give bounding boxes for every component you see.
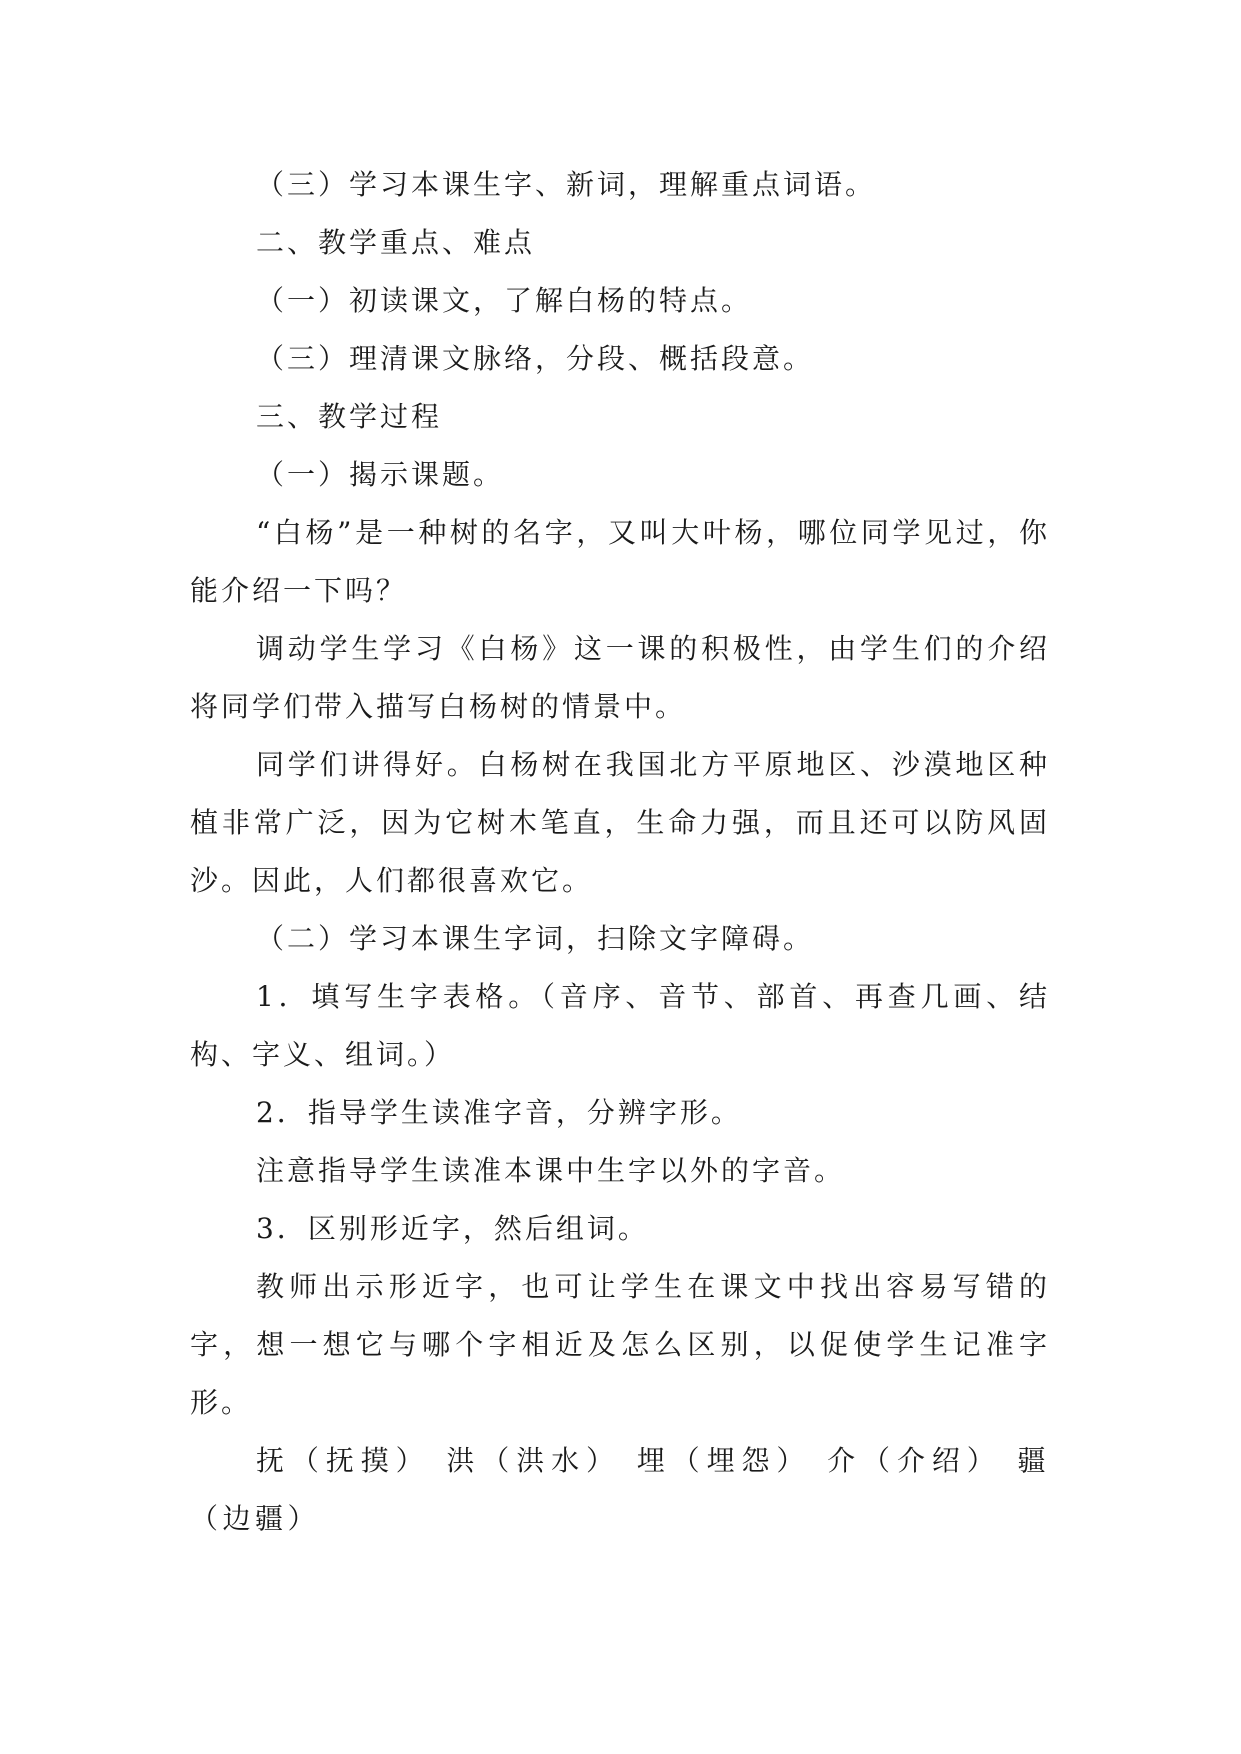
heading-key-points: 二、教学重点、难点: [256, 226, 536, 259]
paragraph-similar-characters: 教师出示形近字，也可让学生在课文中找出容易写错的字，想一想它与哪个字相近及怎么区别，以促使学生记准字形。: [190, 1270, 1050, 1419]
paragraph-key-point-3: （三）理清课文脉络，分段、概括段意。: [256, 342, 815, 375]
paragraph-pronunciation-note: 注意指导学生读准本课中生字以外的字音。: [256, 1154, 846, 1187]
paragraph-step-3: 3．区别形近字，然后组词。: [256, 1212, 649, 1245]
paragraph-step-1: 1．填写生字表格。（音序、音节、部首、再查几画、结构、字义、组词。）: [190, 980, 1050, 1071]
heading-teaching-process: 三、教学过程: [256, 400, 443, 433]
paragraph-word-examples: 抚（抚摸） 洪（洪水） 埋（埋怨） 介（介绍） 疆（边疆）: [190, 1444, 1050, 1535]
paragraph-learn-words: （二）学习本课生字词，扫除文字障碍。: [256, 922, 815, 955]
paragraph-motivation: 调动学生学习《白杨》这一课的积极性，由学生们的介绍将同学们带入描写白杨树的情景中。: [190, 632, 1050, 723]
paragraph-poplar-description: 同学们讲得好。白杨树在我国北方平原地区、沙漠地区种植非常广泛，因为它树木笔直，生命力强，而且还可以防风固沙。因此，人们都很喜欢它。: [190, 748, 1050, 897]
paragraph-step-2: 2．指导学生读准字音，分辨字形。: [256, 1096, 742, 1129]
paragraph-key-point-1: （一）初读课文，了解白杨的特点。: [256, 284, 753, 317]
paragraph-objective-3: （三）学习本课生字、新词，理解重点词语。: [256, 168, 877, 201]
document-body: [190, 156, 1050, 1548]
paragraph-reveal-topic: （一）揭示课题。: [256, 458, 505, 491]
paragraph-intro-question: “白杨”是一种树的名字，又叫大叶杨，哪位同学见过，你能介绍一下吗？: [190, 516, 1050, 607]
